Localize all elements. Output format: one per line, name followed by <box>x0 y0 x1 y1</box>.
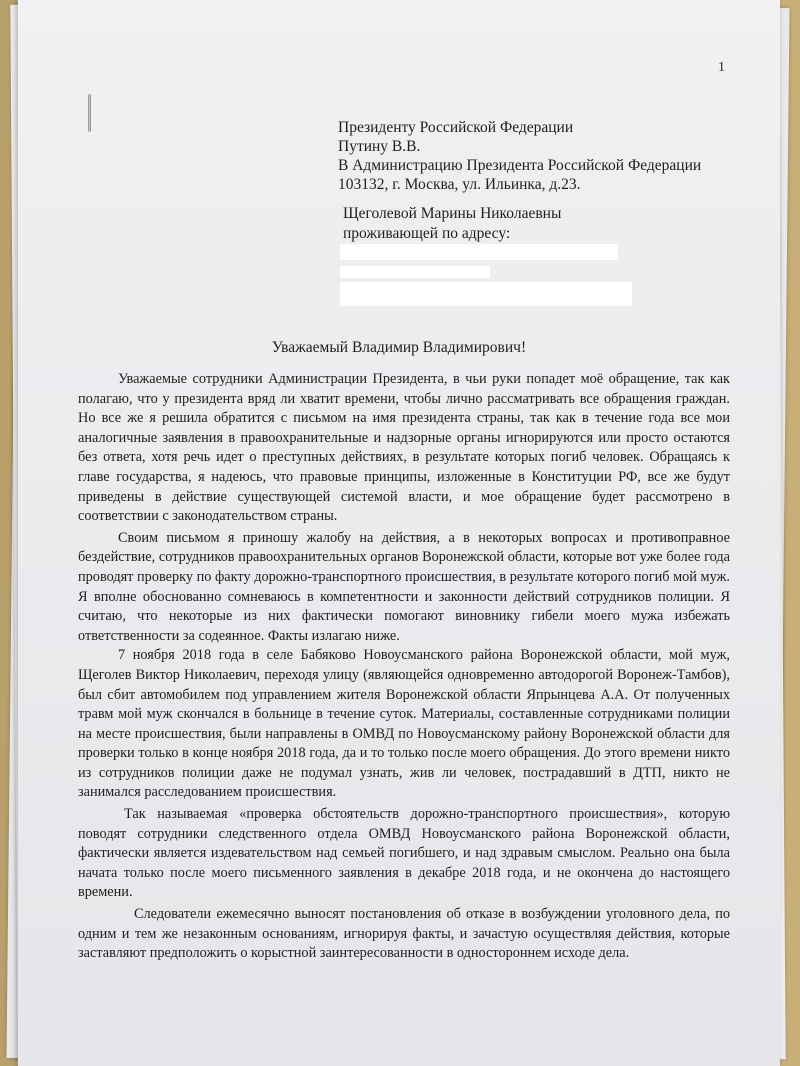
sender-block <box>343 204 561 244</box>
addressee-line: В Администрацию Президента Российской Федерации <box>338 157 702 174</box>
sender-address-label: проживающей по адресу: <box>343 225 511 242</box>
addressee-block <box>338 118 701 194</box>
sender-name: Щеголевой Марины Николаевны <box>343 205 562 222</box>
letter-body <box>78 370 730 964</box>
page-number: 1 <box>718 60 725 75</box>
paragraph: Своим письмом я приношу жалобу на действия, а в некоторых вопросах и противоправное бездействие, сотрудников правоохранительных органов Воронежской области, которые вот уже более года проводят проверку по факту дорожно-транспортного происшествия, в результате которого погиб мой муж. Я вполне обоснованно сомневаюсь в компетентности и законности действий сотрудников полиции. Я считаю, что некоторые из них фактически помогают виновнику гибели моего мужа избежать ответственности за содеянное. Факты излагаю ниже. <box>78 529 730 644</box>
letter-page <box>18 0 780 1066</box>
salutation: Уважаемый Владимир Владимирович! <box>271 339 527 356</box>
addressee-line: Путину В.В. <box>338 138 421 155</box>
paragraph: 7 ноября 2018 года в селе Бабяково Новоусманского района Воронежской области, мой муж, Щеголев Виктор Николаевич, переходя улицу (являющейся одновременно автодорогой Воронеж-Тамбов), был сбит автомобилем под управлением жителя Воронежской области Япрынцева А.А. От полученных травм мой муж скончался в больнице в течение суток. Материалы, составленные сотрудниками полиции на месте происшествия, были направлены в ОМВД по Новоусманскому району Воронежской области для проверки только в конце ноября 2018 года, да и то только после моего обращения. До этого времени никто из сотрудников полиции даже не подумал узнать, жив ли человек, пострадавший в ДТП, никто не занимался расследованием происшествия. <box>78 647 730 801</box>
paragraph: Так называемая «проверка обстоятельств дорожно-транспортного происшествия», которую поводят сотрудники следственного отдела ОМВД Новоусманского района Воронежской области, фактически является издевательством над семьей погибшего, и над здравым смыслом. Реально она была начата только после моего письменного заявления в декабре 2018 года, и не окончена до настоящего времени. <box>78 806 730 901</box>
staple-icon <box>88 94 91 132</box>
redacted-address-line-2 <box>340 266 490 278</box>
redacted-address-line-3 <box>340 282 632 306</box>
addressee-line: 103132, г. Москва, ул. Ильинка, д.23. <box>338 176 581 193</box>
redacted-address-line-1 <box>340 244 618 260</box>
addressee-line: Президенту Российской Федерации <box>338 119 574 136</box>
paragraph: Следователи ежемесячно выносят постановления об отказе в возбуждении уголовного дела, по одним и тем же незаконным основаниям, игнорируя факты, и зачастую осуществляя действия, которые заставляют предположить о корыстной заинтересованности в одностороннем исходе дела. <box>78 906 730 962</box>
paragraph: Уважаемые сотрудники Администрации Президента, в чьи руки попадет моё обращение, так как полагаю, что у президента вряд ли хватит времени, чтобы лично рассматривать все обращения граждан. Но все же я решила обратится с письмом на имя президента страны, так как в течение года все мои аналогичные заявления в правоохранительные и надзорные органы игнорируются или просто остаются без ответа, хотя речь идет о преступных действиях, в результате которых погиб человек. Обращаясь к главе государства, я надеюсь, что правовые принципы, изложенные в Конституции РФ, все же будут приведены в действие существующей системой власти, и мое обращение будет рассмотрено в соответствии с законодательством страны. <box>78 371 730 525</box>
